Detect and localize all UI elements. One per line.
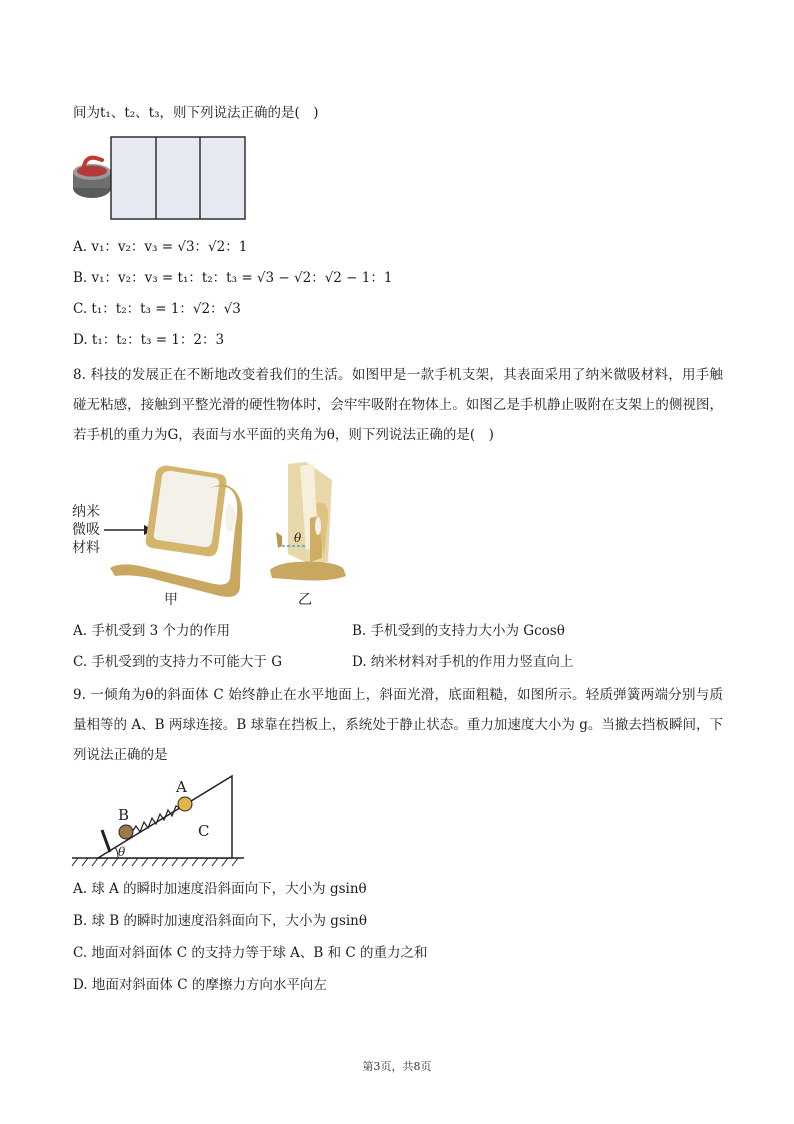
ball-b	[119, 825, 133, 839]
q9-option-d: D. 地面对斜面体 C 的摩擦力方向水平向左	[73, 977, 327, 993]
q9-option-b: B. 球 B 的瞬时加速度沿斜面向下，大小为 gsinθ	[73, 913, 368, 929]
ice-track	[111, 137, 245, 219]
baffle-board	[102, 830, 110, 852]
angle-theta-phone: θ	[294, 531, 302, 545]
stand-side-view	[270, 462, 346, 581]
angle-theta-incline: θ	[118, 845, 126, 859]
q8-stem: 8. 科技的发展正在不断地改变着我们的生活。如图甲是一款手机支架，其表面采用了纳米微吸材料，用手触碰无粘感，接触到平整光滑的硬性物体时，会牢牢吸附在物体上。如图乙是手机静止吸附在支架上的侧视图，若手机的重力为G，表面与水平面的夹角为θ，则下列说法正确的是( )	[73, 367, 723, 443]
nano-label-3: 材料	[72, 540, 100, 556]
q9-option-a: A. 球 A 的瞬时加速度沿斜面向下，大小为 gsinθ	[73, 881, 367, 897]
curling-figure	[70, 136, 250, 226]
q7-stem-tail: 间为t₁、t₂、t₃，则下列说法正确的是( )	[73, 105, 319, 121]
q8-option-b: B. 手机受到的支持力大小为 Gcosθ	[352, 623, 565, 639]
nano-label-2: 微吸	[72, 522, 100, 538]
q8-option-d: D. 纳米材料对手机的作用力竖直向上	[352, 654, 574, 670]
q7-option-d: D. t₁：t₂：t₃ = 1：2：3	[73, 332, 225, 348]
q8-option-c: C. 手机受到的支持力不可能大于 G	[73, 654, 283, 670]
caption-jia: 甲	[164, 592, 178, 608]
q8-option-a: A. 手机受到 3 个力的作用	[73, 623, 231, 639]
q7-option-c: C. t₁：t₂：t₃ = 1：√2：√3	[73, 301, 241, 317]
label-b: B	[118, 806, 130, 824]
incline-figure	[70, 770, 250, 876]
caption-yi: 乙	[298, 592, 312, 608]
ball-a	[178, 797, 192, 811]
stand-front-view	[110, 466, 243, 597]
label-c: C	[198, 822, 210, 840]
nano-label-1: 纳米	[72, 504, 100, 520]
page-footer: 第3页，共8页	[362, 1060, 432, 1073]
curling-stone-icon	[73, 158, 111, 198]
q7-option-b: B. v₁：v₂：v₃ = t₁：t₂：t₃ = √3 − √2：√2 − 1：1	[73, 270, 393, 286]
q9-option-c: C. 地面对斜面体 C 的支持力等于球 A、B 和 C 的重力之和	[73, 945, 428, 961]
q9-stem: 9. 一倾角为θ的斜面体 C 始终静止在水平地面上，斜面光滑，底面粗糙，如图所示。轻质弹簧两端分别与质量相等的 A、B 两球连接。B 球靠在挡板上，系统处于静止状态。重力加速度大小为 g。当撤去挡板瞬间，下列说法正确的是	[73, 687, 723, 763]
label-a: A	[176, 778, 187, 796]
phone-stand-figure	[70, 458, 360, 612]
q7-option-a: A. v₁：v₂：v₃ = √3：√2：1	[73, 239, 248, 255]
